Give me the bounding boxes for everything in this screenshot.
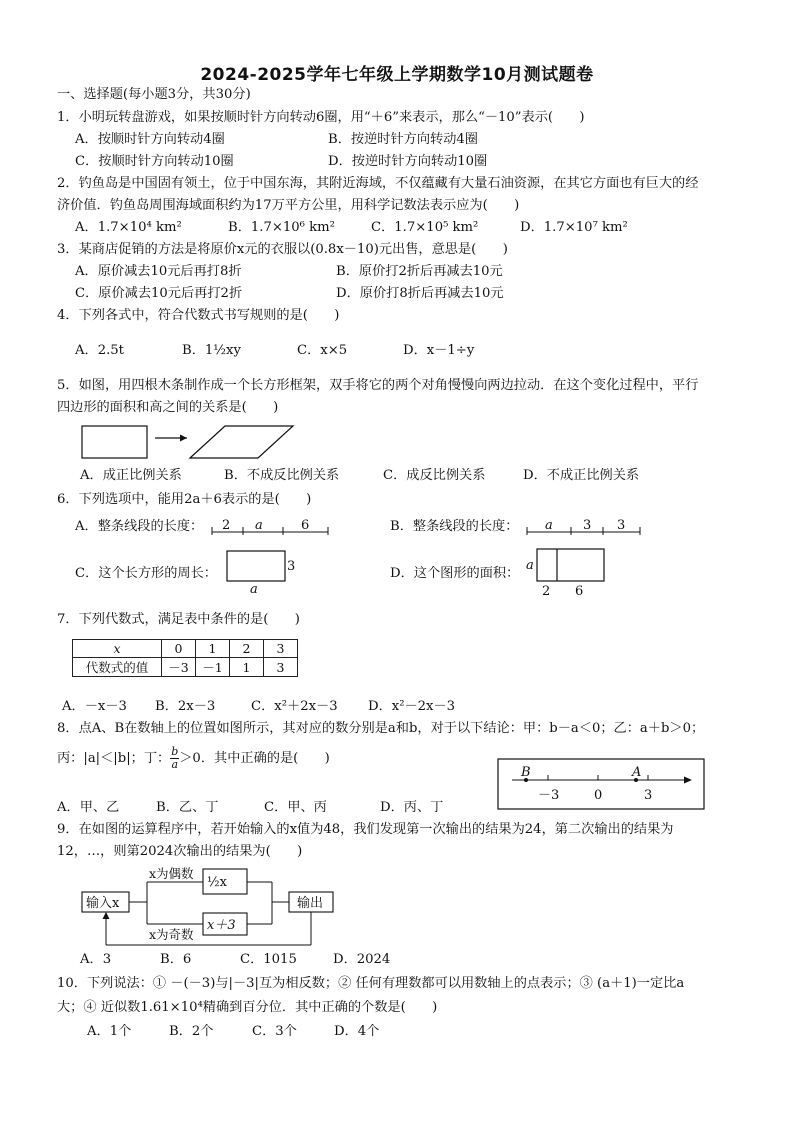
- table-cell: 1: [196, 640, 230, 658]
- q1-stem: 1．小明玩转盘游戏，如果按顺时针方向转动6圈，用“＋6”来表示，那么“－10”表示( ): [57, 110, 585, 125]
- q4-option-b[interactable]: B．1½xy: [182, 343, 241, 358]
- q9-option-a[interactable]: A．3: [80, 952, 112, 967]
- q6-seg-a-label-3: 6: [301, 518, 310, 533]
- q2-option-c[interactable]: C．1.7×10⁵ km²: [371, 220, 479, 235]
- q9-stem-line1: 9．在如图的运算程序中，若开始输入的x值为48，我们发现第一次输出的结果为24，第二次输出的结果为: [57, 822, 674, 837]
- q1-option-a[interactable]: A．按顺时针方向转动4圈: [75, 132, 225, 147]
- q4-option-a[interactable]: A．2.5t: [75, 343, 124, 358]
- q5-option-d[interactable]: D．不成正比例关系: [523, 468, 640, 483]
- q9-option-c[interactable]: C．1015: [240, 952, 297, 967]
- q10-option-d[interactable]: D．4个: [334, 1024, 380, 1039]
- q8-stem-part2: ＞0．其中正确的是( ): [179, 751, 330, 766]
- q6-seg-b-label-2: 3: [583, 518, 592, 533]
- q3-option-d[interactable]: D．原价打8折后再减去10元: [336, 286, 504, 301]
- table-cell: －1: [196, 658, 230, 677]
- q7-stem: 7．下列代数式，满足表中条件的是( ): [57, 612, 300, 627]
- q7-option-b[interactable]: B．2x－3: [155, 699, 216, 714]
- table-cell: 2: [230, 640, 264, 658]
- q3-option-a[interactable]: A．原价减去10元后再打8折: [75, 264, 242, 279]
- q10-option-b[interactable]: B．2个: [169, 1024, 214, 1039]
- q8-option-a[interactable]: A．甲、乙: [57, 800, 120, 815]
- q7-option-d[interactable]: D．x²－2x－3: [368, 699, 456, 714]
- q8-option-c[interactable]: C．甲、丙: [264, 800, 327, 815]
- q6-seg-a-label-2: a: [255, 518, 263, 533]
- q8-tick-label: 3: [644, 788, 653, 803]
- q6-stem: 6．下列选项中，能用2a＋6表示的是( ): [57, 492, 312, 507]
- q6-rect-c-width: a: [250, 582, 258, 597]
- q7-option-a[interactable]: A．－x－3: [62, 699, 127, 714]
- q9-half-label: ½x: [207, 875, 227, 890]
- q8-fraction-numerator: b: [171, 745, 179, 758]
- q9-option-d[interactable]: D．2024: [333, 952, 391, 967]
- q1-option-c[interactable]: C．按顺时针方向转动10圈: [75, 154, 234, 169]
- section-heading: 一、选择题(每小题3分，共30分): [57, 87, 251, 102]
- q3-option-c[interactable]: C．原价减去10元后再打2折: [75, 286, 243, 301]
- q2-stem-line1: 2．钓鱼岛是中国固有领土，位于中国东海，其附近海域，不仅蕴藏有大量石油资源，在其它方面也有巨大的经: [57, 176, 699, 191]
- q8-stem-line1: 8．点A、B在数轴上的位置如图所示，其对应的数分别是a和b，对于以下结论：甲：b－a＜0；乙：a＋b＞0；: [57, 721, 705, 736]
- table-cell: 0: [162, 640, 196, 658]
- table-cell: 1: [230, 658, 264, 677]
- q6-fig-d-width-2: 6: [575, 584, 584, 599]
- q5-option-c[interactable]: C．成反比例关系: [383, 468, 486, 483]
- q8-tick-label: 0: [594, 788, 603, 803]
- q5-option-a[interactable]: A．成正比例关系: [80, 468, 182, 483]
- q8-option-b[interactable]: B．乙、丁: [156, 800, 219, 815]
- q8-point-b-label: B: [521, 765, 531, 780]
- q3-option-b[interactable]: B．原价打2折后再减去10元: [336, 264, 503, 279]
- q9-input-label: 输入x: [86, 896, 120, 911]
- q6-option-a[interactable]: A．整条线段的长度：: [75, 519, 204, 534]
- q10-stem-line1: 10．下列说法：① －(－3)与|－3|互为相反数；② 任何有理数都可以用数轴上的点表示；③ (a＋1)一定比a: [57, 976, 685, 991]
- q2-option-a[interactable]: A．1.7×10⁴ km²: [75, 220, 182, 235]
- q2-stem-line2: 济价值．钓鱼岛周围海域面积约为17万平方公里，用科学记数法表示应为( ): [57, 198, 520, 213]
- table-cell: 3: [264, 640, 298, 658]
- q8-fraction-denominator: a: [171, 758, 178, 771]
- q6-option-b[interactable]: B．整条线段的长度：: [390, 519, 519, 534]
- q9-odd-label: x为奇数: [149, 927, 194, 942]
- q6-fig-d-width-1: 2: [542, 584, 551, 599]
- q6-rect-c-height: 3: [287, 559, 296, 574]
- q8-tick-label: －3: [538, 788, 560, 803]
- q1-option-b[interactable]: B．按逆时针方向转动4圈: [328, 132, 478, 147]
- q9-output-label: 输出: [297, 896, 324, 911]
- q6-fig-d-height: a: [526, 558, 534, 573]
- q3-stem: 3．某商店促销的方法是将原价x元的衣服以(0.8x－10)元出售，意思是( ): [57, 242, 508, 257]
- q6-seg-b-label-1: a: [545, 518, 553, 533]
- q8-stem-part1: 丙：|a|＜|b|；丁：: [57, 751, 171, 766]
- q10-stem-line2: 大；④ 近似数1.61×10⁴精确到百分位．其中正确的个数是( ): [57, 1000, 438, 1015]
- q5-stem-line2: 四边形的面积和高之间的关系是( ): [57, 400, 279, 415]
- q4-option-d[interactable]: D．x－1÷y: [403, 343, 475, 358]
- table-cell: 代数式的值: [73, 658, 162, 677]
- q5-option-b[interactable]: B．不成反比例关系: [224, 468, 340, 483]
- q8-point-a-label: A: [632, 765, 642, 780]
- q4-option-c[interactable]: C．x×5: [297, 343, 348, 358]
- q2-option-b[interactable]: B．1.7×10⁶ km²: [228, 220, 335, 235]
- q10-option-c[interactable]: C．3个: [252, 1024, 297, 1039]
- q9-option-b[interactable]: B．6: [160, 952, 192, 967]
- q9-stem-line2: 12，…，则第2024次输出的结果为( ): [57, 844, 303, 859]
- table-cell: x: [73, 640, 162, 658]
- q9-even-label: x为偶数: [149, 866, 194, 881]
- q7-option-c[interactable]: C．x²＋2x－3: [251, 699, 338, 714]
- q5-stem-line1: 5．如图，用四根木条制作成一个长方形框架，双手将它的两个对角慢慢向两边拉动．在这个变化过程中，平行: [57, 378, 699, 393]
- q4-stem: 4．下列各式中，符合代数式书写规则的是( ): [57, 308, 340, 323]
- q9-plus-label: x＋3: [207, 918, 236, 933]
- table-cell: 3: [264, 658, 298, 677]
- q6-seg-b-label-3: 3: [617, 518, 626, 533]
- q8-option-d[interactable]: D．丙、丁: [380, 800, 444, 815]
- q2-option-d[interactable]: D．1.7×10⁷ km²: [520, 220, 628, 235]
- q10-option-a[interactable]: A．1个: [87, 1024, 132, 1039]
- arrow-up-icon: [103, 912, 110, 919]
- q6-seg-a-label-1: 2: [222, 518, 231, 533]
- q6-option-c[interactable]: C．这个长方形的周长：: [75, 566, 217, 581]
- exam-title: 2024-2025学年七年级上学期数学10月测试题卷: [200, 65, 594, 85]
- q1-option-d[interactable]: D．按逆时针方向转动10圈: [328, 154, 488, 169]
- q6-option-d[interactable]: D．这个图形的面积：: [390, 566, 520, 581]
- table-cell: －3: [162, 658, 196, 677]
